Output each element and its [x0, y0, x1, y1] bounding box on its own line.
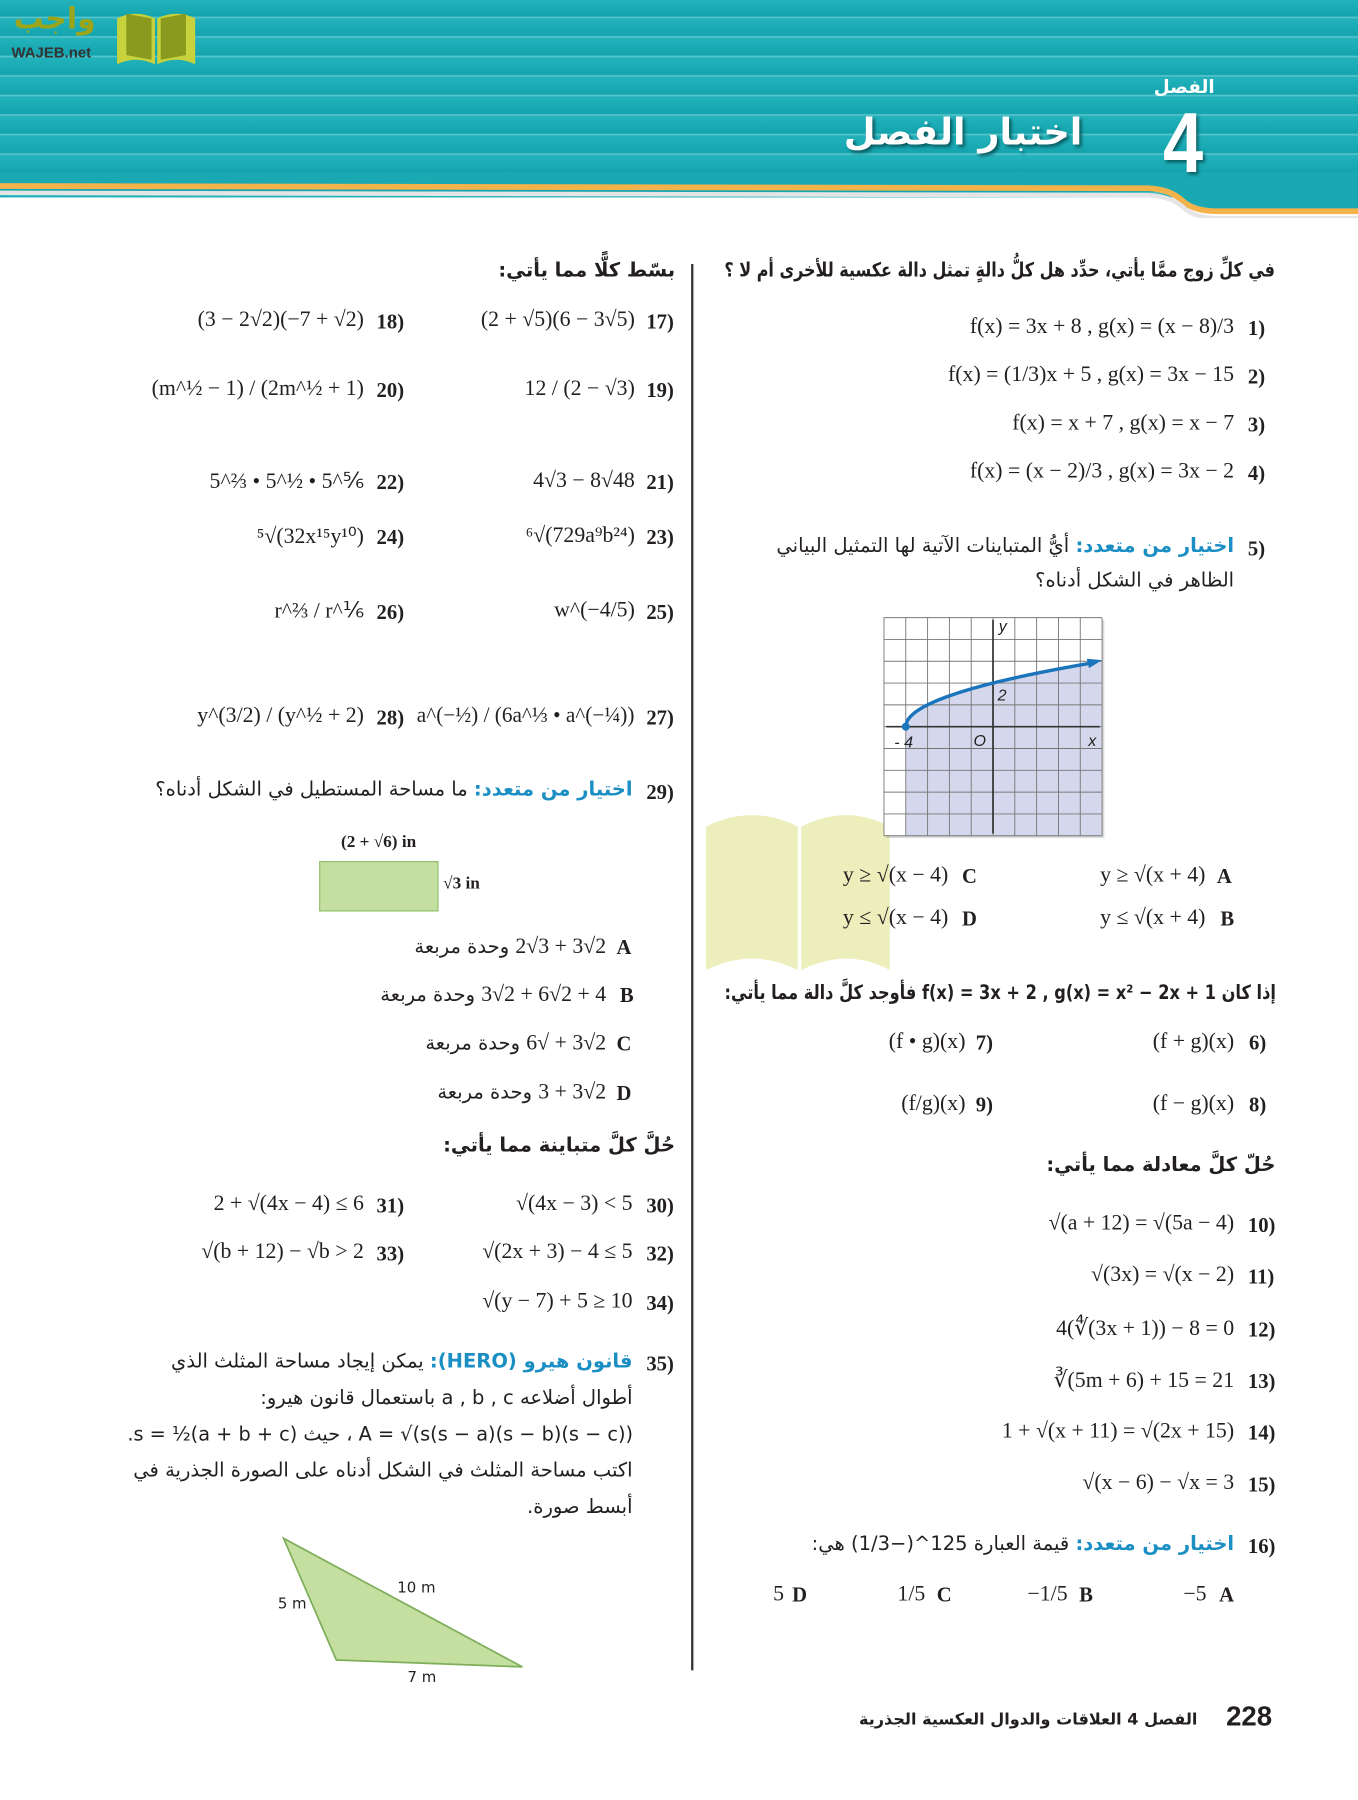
option-d[interactable] — [437, 1080, 606, 1105]
question-number: 13) — [1247, 1369, 1276, 1393]
option-a[interactable]: −5 — [1183, 1581, 1207, 1607]
question-number: 20) — [376, 378, 405, 402]
q7-expression: (f • g)(x) — [888, 1029, 966, 1054]
question-number: 33) — [376, 1242, 405, 1266]
y-axis-label: y — [998, 617, 1007, 636]
option-a[interactable]: y ≥ √(x + 4) — [1100, 863, 1206, 888]
q22-expression: 5^⅔ • 5^½ • 5^⅚ — [209, 469, 364, 494]
boundary-point — [902, 723, 910, 731]
question-number: 26) — [376, 600, 405, 624]
option-unit: وحدة مربعة — [425, 1032, 521, 1056]
q16-question: قيمة العبارة 125^(−1/3) هي: — [811, 1532, 1070, 1556]
question-number: 35) — [646, 1352, 674, 1376]
q19-expression: 12 / (2 − √3) — [524, 376, 635, 401]
q35-line1 — [171, 1350, 632, 1373]
q30-expression: √(4x − 3) < 5 — [516, 1191, 633, 1216]
q35-line5: أبسط صورة. — [527, 1495, 633, 1519]
option-expression: 2√3 + 3 — [538, 1080, 607, 1105]
question-number: 25) — [646, 600, 674, 624]
inequality-graph — [878, 612, 1108, 842]
option-c[interactable] — [425, 1031, 606, 1056]
q31-expression: 2 + √(4x − 4) ≤ 6 — [213, 1191, 364, 1216]
question-number: 2) — [1247, 365, 1266, 389]
footer-chapter-label: الفصل 4 — [1127, 1710, 1198, 1729]
option-expression: 4 + 2√6 + 2√3 — [481, 982, 607, 1007]
question-number: 23) — [646, 525, 674, 549]
q12-expression: 4(∜(3x + 1)) − 8 = 0 — [1056, 1316, 1235, 1341]
question-number: 1) — [1247, 316, 1266, 340]
q9-expression: (f/g)(x) — [901, 1091, 966, 1116]
q5-text — [776, 535, 1234, 558]
option-c[interactable]: 1/5 — [897, 1581, 926, 1607]
multiple-choice-tag: اختيار من متعدد: — [1075, 534, 1235, 558]
q28-expression: y^(3/2) / (y^½ + 2) — [197, 703, 364, 728]
option-letter: D — [616, 1081, 632, 1105]
q29-text — [155, 778, 632, 801]
page-number: 228 — [1226, 1701, 1273, 1733]
rect-height-label: √3 in — [443, 874, 480, 894]
q33-expression: √(b + 12) − √b > 2 — [201, 1239, 364, 1264]
rectangle-figure — [319, 861, 438, 912]
q14-expression: 1 + √(x + 11) = √(2x + 15) — [1001, 1418, 1235, 1444]
q24-expression: ⁵√(32x¹⁵y¹⁰) — [256, 524, 364, 549]
question-number: 18) — [376, 309, 405, 333]
x-tick-label: - 4 — [894, 733, 914, 752]
q6-expression: (f + g)(x) — [1152, 1029, 1235, 1054]
q8-expression: (f − g)(x) — [1152, 1091, 1235, 1116]
x-axis-label: x — [1088, 732, 1097, 751]
question-number: 24) — [376, 525, 405, 549]
book-icon — [700, 804, 895, 976]
y-tick-label: 2 — [997, 686, 1007, 705]
wajeb-logo — [9, 2, 193, 71]
question-number: 7) — [975, 1030, 994, 1054]
q35-text: يمكن إيجاد مساحة المثلث الذي — [171, 1350, 424, 1374]
q25-expression: w^(−4/5) — [554, 598, 635, 623]
q29-question: ما مساحة المستطيل في الشكل أدناه؟ — [155, 778, 468, 802]
q3-expression: f(x) = x + 7 , g(x) = x − 7 — [1012, 410, 1235, 436]
chapter-number: 4 — [1163, 95, 1204, 191]
question-number: 5) — [1247, 537, 1266, 561]
question-number: 16) — [1247, 1534, 1276, 1558]
q5-text-line1: أيُّ المتباينات الآتية لها التمثيل البياني — [776, 534, 1070, 558]
q17-expression: (2 + √5)(6 − 3√5) — [480, 307, 635, 332]
question-number: 4) — [1247, 461, 1266, 485]
question-number: 27) — [646, 706, 674, 729]
header-banner — [0, 0, 1358, 197]
logo-latin: WAJEB.net — [11, 43, 92, 61]
option-expression: 2√3 + 3√2 — [515, 934, 607, 959]
q34-expression: √(y − 7) + 5 ≥ 10 — [482, 1289, 633, 1314]
q16-text — [812, 1533, 1234, 1556]
multiple-choice-tag: اختيار من متعدد: — [473, 778, 633, 802]
question-number: 3) — [1247, 413, 1266, 437]
chapter-word: الفصل — [1153, 75, 1215, 98]
simplify-heading: بسّط كلًّا مما يأتي: — [498, 259, 676, 283]
option-b[interactable]: −1/5 — [1027, 1581, 1068, 1607]
question-number: 19) — [646, 378, 674, 402]
option-d[interactable]: y ≤ √(x − 4) — [842, 905, 949, 930]
page-title: اختبار الفصل — [843, 110, 1083, 154]
q10-expression: √(a + 12) = √(5a − 4) — [1048, 1211, 1235, 1236]
q4-expression: f(x) = (x − 2)/3 , g(x) = 3x − 2 — [969, 459, 1235, 484]
footer-chapter — [859, 1711, 1197, 1729]
triangle-side-a: 5 m — [277, 1595, 307, 1613]
header-curve — [0, 172, 1358, 218]
question-number: 11) — [1247, 1265, 1275, 1289]
question-number: 9) — [975, 1092, 994, 1116]
option-letter: C — [962, 864, 977, 888]
question-number: 21) — [646, 470, 674, 494]
q23-expression: ⁶√(729a⁹b²⁴) — [525, 523, 635, 548]
column-divider — [691, 264, 693, 1670]
question-number: 30) — [646, 1193, 674, 1217]
option-letter: B — [619, 983, 634, 1007]
q18-expression: (3 − 2√2)(−7 + √2) — [197, 307, 364, 332]
triangle-side-c: 7 m — [407, 1669, 437, 1687]
question-number: 17) — [646, 309, 674, 333]
option-letter: D — [792, 1583, 808, 1607]
q21-expression: 4√3 − 8√48 — [533, 468, 635, 493]
q11-expression: √(3x) = √(x − 2) — [1091, 1262, 1235, 1287]
q26-expression: r^⅔ / r^⅙ — [274, 599, 364, 624]
option-letter: B — [1220, 906, 1235, 930]
option-letter: A — [616, 935, 632, 959]
q15-expression: √(x − 6) − √x = 3 — [1082, 1470, 1235, 1495]
question-number: 6) — [1249, 1030, 1267, 1054]
q35-line2: أطوال أضلاعه a , b , c باستعمال قانون هيرو: — [260, 1386, 633, 1410]
option-unit: وحدة مربعة — [437, 1081, 533, 1105]
q35-line4: اكتب مساحة المثلث في الشكل أدناه على الصورة الجذرية في — [133, 1459, 633, 1483]
question-number: 12) — [1247, 1317, 1276, 1341]
inequality-heading: حُلَّ كلَّ متباينة مما يأتي: — [443, 1134, 676, 1158]
rect-width-label: (2 + √6) in — [340, 833, 417, 852]
option-c[interactable]: y ≥ √(x − 4) — [842, 863, 949, 888]
q35-line3: A = √(s(s − a)(s − b)(s − c)) ، حيث s = ½(a + b + c). — [126, 1423, 633, 1447]
option-expression: 2√3 + √6 — [526, 1030, 607, 1056]
question-number: 22) — [376, 470, 405, 494]
question-number: 31) — [376, 1193, 405, 1217]
option-letter: C — [936, 1583, 952, 1607]
q2-expression: f(x) = (1/3)x + 5 , g(x) = 3x − 15 — [948, 362, 1235, 387]
option-letter: B — [1079, 1583, 1093, 1607]
watermark-logo — [700, 804, 895, 981]
q5-text-line2: الظاهر في الشكل أدناه؟ — [1035, 569, 1235, 593]
question-number: 15) — [1247, 1472, 1276, 1496]
logo-arabic: واجب — [13, 2, 96, 37]
origin-label: O — [973, 732, 987, 751]
triangle-side-b: 10 m — [397, 1579, 436, 1597]
q32-expression: √(2x + 3) − 4 ≤ 5 — [482, 1239, 633, 1264]
option-letter: D — [962, 906, 977, 930]
footer-chapter-title: العلاقات والدوال العكسية الجذرية — [859, 1710, 1122, 1729]
question-number: 34) — [646, 1291, 674, 1315]
option-letter: A — [1219, 1583, 1235, 1607]
option-unit: وحدة مربعة — [414, 935, 510, 959]
q20-expression: (m^½ − 1) / (2m^½ + 1) — [151, 376, 364, 401]
q13-expression: ∛(5m + 6) + 15 = 21 — [1053, 1368, 1235, 1393]
hero-tag: قانون هيرو (HERO): — [429, 1350, 633, 1374]
option-letter: C — [616, 1032, 632, 1056]
option-b[interactable] — [380, 983, 606, 1008]
question-number: 10) — [1247, 1213, 1276, 1237]
question-number: 14) — [1247, 1421, 1276, 1445]
q1-expression: f(x) = 3x + 8 , g(x) = (x − 8)/3 — [969, 314, 1235, 339]
q27-expression: a^(−½) / (6a^⅓ • a^(−¼)) — [417, 703, 635, 728]
equation-heading: حُلّ كلَّ معادلة مما يأتي: — [1046, 1153, 1276, 1177]
fg-intro: إذا كان f(x) = 3x + 2 , g(x) = x² − 2x + 1 فأوجد كلَّ دالة مما يأتي: — [723, 981, 1276, 1005]
inverse-instruction: في كلِّ زوج ممَّا يأتي، حدِّد هل كلُّ دالةٍ تمثل دالة عكسية للأخرى أم لا ؟ — [724, 259, 1276, 283]
question-number: 28) — [376, 706, 405, 729]
question-number: 29) — [646, 780, 674, 804]
option-unit: وحدة مربعة — [380, 983, 476, 1007]
question-number: 32) — [646, 1242, 674, 1266]
option-a[interactable] — [414, 934, 606, 959]
option-b[interactable]: y ≤ √(x + 4) — [1100, 905, 1206, 930]
question-number: 8) — [1249, 1092, 1267, 1116]
book-icon — [115, 7, 198, 67]
option-d[interactable]: 5 — [773, 1581, 785, 1607]
option-letter: A — [1216, 864, 1232, 888]
multiple-choice-tag: اختيار من متعدد: — [1075, 1532, 1235, 1556]
